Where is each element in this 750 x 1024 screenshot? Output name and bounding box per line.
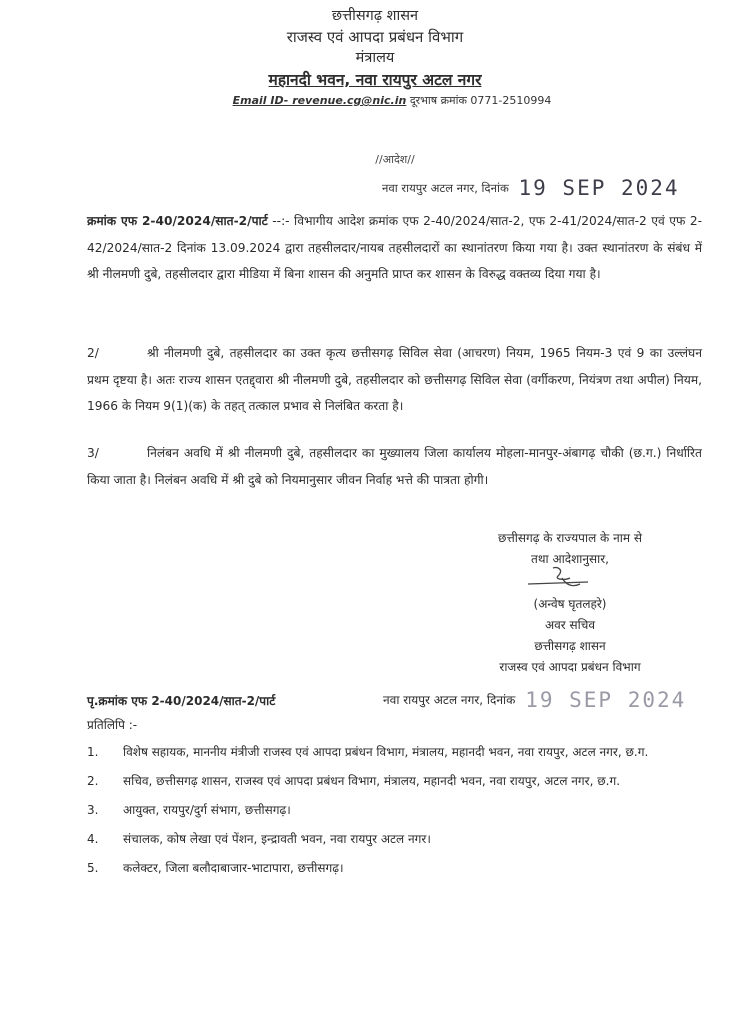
handwritten-signature-icon <box>420 570 720 594</box>
paragraph-2-number: 2/ <box>87 346 99 360</box>
list-item <box>87 827 687 852</box>
signature-block <box>420 528 720 678</box>
list-item <box>87 856 687 881</box>
list-item <box>87 740 687 765</box>
list-item-index: 1. <box>87 745 99 759</box>
dateline-place: नवा रायपुर अटल नगर, दिनांक <box>382 181 509 195</box>
paragraph-2-text: श्री नीलमणी दुबे, तहसीलदार का उक्त कृत्य छत्तीसगढ़ सिविल सेवा (आचरण) नियम, 1965 नियम-3 एवं 9 का उल्लंघन प्रथम दृष्टया है। अतः राज्य शासन एतद्द्वारा श्री नीलमणी दुबे, तहसीलदार को छत्तीसगढ़ सिविल सेवा (वर्गीकरण, नियंत्रण तथा अपील) नियम, 1966 के नियम 9(1)(क) के तहत् तत्काल प्रभाव से निलंबित करता है। <box>87 346 702 413</box>
paragraph-3-text: निलंबन अवधि में श्री नीलमणी दुबे, तहसीलदार का मुख्यालय जिला कार्यालय मोहला-मानपुर-अंबागढ़ चौकी (छ.ग.) निर्धारित किया जाता है। निलंबन अवधि में श्री दुबे को नियमानुसार जीवन निर्वाह भत्ते की पात्रता होगी। <box>87 446 702 487</box>
list-item-index: 3. <box>87 803 99 817</box>
list-item-text: कलेक्टर, जिला बलौदाबाजार-भाटापारा, छत्तीसगढ़। <box>123 861 344 875</box>
order-label: //आदेश// <box>375 153 415 166</box>
signatory-organization: छत्तीसगढ़ शासन <box>534 639 606 653</box>
ministry-label: मंत्रालय <box>355 50 395 66</box>
endorsement-line <box>87 688 727 712</box>
paragraph-3 <box>87 440 702 493</box>
paragraph-2 <box>87 340 702 420</box>
dateline <box>382 176 680 200</box>
department-name: राजस्व एवं आपदा प्रबंधन विभाग <box>286 28 464 46</box>
list-item-index: 4. <box>87 832 99 846</box>
paragraph-1 <box>87 208 702 288</box>
endorsement-place: नवा रायपुर अटल नगर, दिनांक <box>383 693 516 707</box>
government-name: छत्तीसगढ़ शासन <box>331 8 419 24</box>
copy-to-list <box>87 740 687 885</box>
order-by-line: तथा आदेशानुसार, <box>531 552 609 566</box>
list-item-index: 5. <box>87 861 99 875</box>
list-item-text: विशेष सहायक, माननीय मंत्रीजी राजस्व एवं आपदा प्रबंधन विभाग, मंत्रालय, महानदी भवन, नवा रायपुर, अटल नगर, छ.ग. <box>123 745 649 759</box>
copy-to-heading: प्रतिलिपि :- <box>87 718 138 732</box>
contact-line <box>0 93 750 108</box>
signatory-designation: अवर सचिव <box>544 618 596 632</box>
phone-number: दूरभाष क्रमांक 0771-2510994 <box>409 94 552 107</box>
office-address: महानदी भवन, नवा रायपुर अटल नगर <box>268 71 482 89</box>
order-reference-number: क्रमांक एफ 2-40/2024/सात-2/पार्ट <box>87 214 268 228</box>
signatory-department: राजस्व एवं आपदा प्रबंधन विभाग <box>499 660 641 674</box>
list-item-text: आयुक्त, रायपुर/दुर्ग संभाग, छत्तीसगढ़। <box>123 803 291 817</box>
list-item <box>87 798 687 823</box>
endorsement-date-stamp: 19 SEP 2024 <box>525 688 687 712</box>
date-stamp: 19 SEP 2024 <box>518 176 680 200</box>
endorsement-dateline <box>383 688 686 712</box>
paragraph-1-text: --:- विभागीय आदेश क्रमांक एफ 2-40/2024/सात-2, एफ 2-41/2024/सात-2 एवं एफ 2-42/2024/सात-2 दिनांक 13.09.2024 द्वारा तहसीलदार/नायब तहसीलदारों का स्थानांतरण किया गया है। उक्त स्थानांतरण के संबंध में श्री नीलमणी दुबे, तहसीलदार द्वारा मीडिया में बिना शासन की अनुमति प्राप्त कर शासन के विरुद्ध वक्तव्य दिया गया है। <box>87 214 702 281</box>
list-item-index: 2. <box>87 774 99 788</box>
list-item-text: सचिव, छत्तीसगढ़ शासन, राजस्व एवं आपदा प्रबंधन विभाग, मंत्रालय, महानदी भवन, नवा रायपुर, अटल नगर, छ.ग. <box>123 774 621 788</box>
list-item-text: संचालक, कोष लेखा एवं पेंशन, इन्द्रावती भवन, नवा रायपुर अटल नगर। <box>123 832 431 846</box>
email-id: Email ID- revenue.cg@nic.in <box>232 94 407 107</box>
signatory-name: (अन्वेष घृतलहरे) <box>533 597 607 611</box>
paragraph-3-number: 3/ <box>87 446 99 460</box>
endorsement-number: पृ.क्रमांक एफ 2-40/2024/सात-2/पार्ट <box>87 694 276 708</box>
list-item <box>87 769 687 794</box>
letterhead <box>0 6 750 108</box>
authority-line: छत्तीसगढ़ के राज्यपाल के नाम से <box>498 531 642 545</box>
